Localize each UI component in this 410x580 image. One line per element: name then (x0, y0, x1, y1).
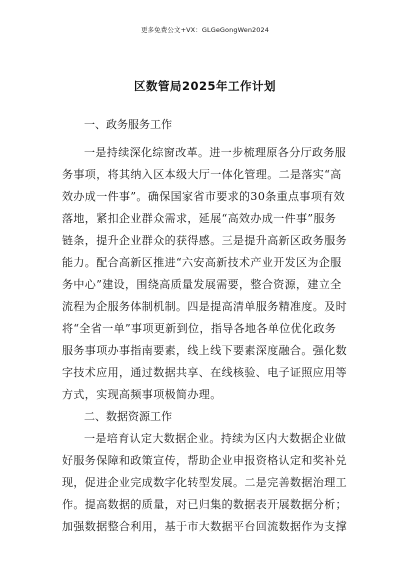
header-note: 更多免费公文+VX：GLGeGongWen2024 (140, 26, 269, 34)
section-heading: 二、数据资源工作 (84, 410, 172, 423)
paragraph-line: 加强数据整合利用，基于市大数据平台回流数据作为支撑 (62, 520, 347, 533)
paragraph-line: 作。提高数据的质量，对已归集的数据表开展数据分析； (62, 498, 347, 511)
document-body (62, 114, 356, 538)
paragraph-line: 务事项，将其纳入区本级大厅一体化管理。二是落实“高 (62, 168, 342, 181)
paragraph-line: 方式，实现高频事项极简办理。 (62, 388, 222, 401)
paragraph-line: 能力。配合高新区推进“六安高新技术产业开发区为企服 (62, 256, 342, 269)
section-heading: 一、政务服务工作 (84, 118, 172, 131)
paragraph-line: 现，促进企业完成数字化转型发展。二是完善数据治理工 (62, 476, 347, 489)
paragraph-line: 字技术应用，通过数据共享、在线核验、电子证照应用等 (62, 366, 347, 379)
paragraph-line: 服务事项办事指南要素，线上线下要素深度融合。强化数 (62, 344, 347, 357)
paragraph-line: 一是持续深化综窗改革。进一步梳理原各分厅政务服 (84, 146, 347, 159)
paragraph-line: 落地，紧扣企业群众需求，延展“高效办成一件事”服务 (62, 212, 337, 225)
paragraph-line: 链条，提升企业群众的获得感。三是提升高新区政务服务 (62, 234, 347, 247)
paragraph-line: 效办成一件事”。确保国家省市要求的30条重点事项有效 (62, 190, 346, 203)
paragraph-line: 流程为企服务体制机制。四是提高清单服务精准度。及时 (62, 300, 347, 313)
paragraph-line: 好服务保障和政策宣传，帮助企业申报资格认定和奖补兑 (62, 454, 347, 467)
paragraph-line: 将“全省一单”事项更新到位，指导各地各单位优化政务 (62, 322, 337, 335)
document-title: 区数管局2025年工作计划 (133, 79, 276, 93)
paragraph-line: 一是培育认定大数据企业。持续为区内大数据企业做 (84, 432, 347, 445)
paragraph-line: 务中心”建设，围绕高质量发展需要，整合资源，建立全 (62, 278, 342, 291)
